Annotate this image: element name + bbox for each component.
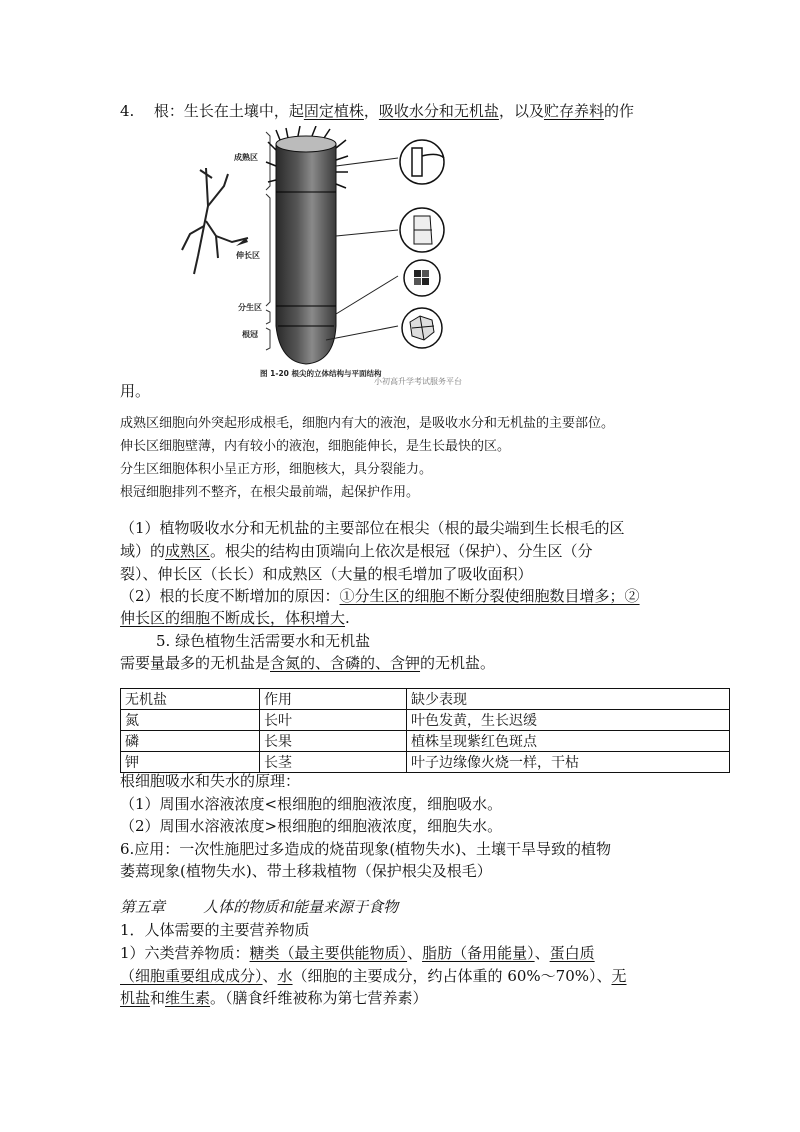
- chapter-title: 第五章 人体的物质和能量来源于食物: [120, 898, 399, 916]
- table-header: 无机盐: [121, 689, 260, 710]
- underlined-mineral: 无: [611, 967, 627, 985]
- root-tip-body: [276, 144, 336, 364]
- underlined-mineral: 机盐: [120, 989, 151, 1007]
- table-cell: 叶子边缘像火烧一样，干枯: [407, 752, 730, 773]
- application-line-1: 6.应用：一次性施肥过多造成的烧苗现象(植物失水)、土壤干旱导致的植物: [120, 840, 612, 858]
- para-text: 、: [534, 944, 550, 962]
- root-tip-figure: [176, 126, 466, 388]
- note-elongation: 伸长区细胞壁薄，内有较小的液泡，细胞能伸长，是生长最快的区。: [120, 439, 511, 454]
- para-text: 的无机盐。: [420, 654, 496, 672]
- mineral-table: [120, 688, 730, 773]
- underlined-water: 水: [277, 967, 293, 985]
- table-row: [121, 731, 730, 752]
- label-maturation-zone: 成熟区: [234, 153, 258, 162]
- para-2-line-2: [120, 607, 350, 628]
- table-cell: 钾: [121, 752, 260, 773]
- label-root-cap: 根冠: [242, 330, 258, 339]
- para-text: .: [345, 609, 350, 627]
- para-text: 和: [150, 989, 166, 1007]
- heading-continuation: 用。: [120, 382, 151, 400]
- heading-text: 根：生长在土壤中，起: [153, 102, 304, 120]
- table-cell: 植株呈现紫红色斑点: [407, 731, 730, 752]
- heading-sep: ，: [363, 102, 379, 120]
- heading-sep: ，以及: [498, 102, 544, 120]
- para-text: （2）根的长度不断增加的原因：: [120, 587, 340, 605]
- nutrients-line-3: [120, 987, 428, 1008]
- para-text: （细胞的主要成分，约占体重的 60%～70%）、: [292, 967, 612, 985]
- underlined-protein-role: （细胞重要组成成分）: [120, 967, 263, 985]
- table-header-row: [121, 689, 730, 710]
- para-1-line-2: [120, 540, 593, 561]
- para-text: 。根尖的结构由顶端向上依次是根冠（保护）、分生区（分: [210, 542, 593, 560]
- heading-underline-absorb: 吸收水分和无机盐: [378, 102, 499, 120]
- para-text: 域）的: [120, 542, 166, 560]
- para-text: 、: [407, 944, 423, 962]
- table-row: [121, 710, 730, 731]
- table-cell: 氮: [121, 710, 260, 731]
- application-line-2: 萎蔫现象(植物失水)、带土移栽植物（保护根尖及根毛）: [120, 862, 492, 880]
- underlined-fat: 脂肪（备用能量）: [422, 944, 535, 962]
- principle-lose: （2）周围水溶液浓度>根细胞的细胞液浓度，细胞失水。: [120, 817, 503, 835]
- para-2-line-1: [120, 585, 640, 606]
- table-cell: 长茎: [260, 752, 407, 773]
- para-1-line-3: 裂）、伸长区（长长）和成熟区（大量的根毛增加了吸收面积）: [120, 565, 533, 583]
- para-text: 、: [262, 967, 278, 985]
- figure-caption: 图 1-20 根尖的立体结构与平面结构: [260, 369, 382, 378]
- label-elongation-zone: 伸长区: [236, 251, 260, 260]
- table-header: 缺少表现: [407, 689, 730, 710]
- para-1-line-1: （1）植物吸收水分和无机盐的主要部位在根尖（根的最尖端到生长根毛的区: [120, 519, 625, 537]
- note-root-cap: 根冠细胞排列不整齐，在根尖最前端，起保护作用。: [120, 485, 420, 500]
- section-5-line: [120, 652, 495, 673]
- figure-watermark: 小初高升学考试服务平台: [374, 377, 462, 386]
- chapter-subheading: 1．人体需要的主要营养物质: [120, 921, 310, 939]
- table-cell: 磷: [121, 731, 260, 752]
- table-cell: 叶色发黄，生长迟缓: [407, 710, 730, 731]
- underlined-maturation-zone: 成熟区: [165, 542, 211, 560]
- underlined-sugar: 糖类（最主要供能物质）: [249, 944, 408, 962]
- principle-absorb: （1）周围水溶液浓度<根细胞的细胞液浓度，细胞吸水。: [120, 795, 503, 813]
- note-maturation: 成熟区细胞向外突起形成根毛，细胞内有大的液泡，是吸收水分和无机盐的主要部位。: [120, 416, 615, 431]
- para-text: 1）六类营养物质：: [120, 944, 250, 962]
- section-4-heading: [120, 100, 634, 121]
- table-cell: 长叶: [260, 710, 407, 731]
- label-meristem-zone: 分生区: [238, 303, 262, 312]
- note-meristem: 分生区细胞体积小呈正方形，细胞核大，具分裂能力。: [120, 462, 433, 477]
- nutrients-line-2: [120, 965, 627, 986]
- table-header: 作用: [260, 689, 407, 710]
- para-text: 需要量最多的无机盐是: [120, 654, 271, 672]
- table-cell: 长果: [260, 731, 407, 752]
- principle-title: 根细胞吸水和失水的原理：: [120, 772, 301, 790]
- nutrients-line-1: [120, 942, 595, 963]
- heading-text-end: 的作: [603, 102, 634, 120]
- underlined-vitamin: 维生素: [165, 989, 211, 1007]
- section-5-heading: 5. 绿色植物生活需要水和无机盐: [156, 632, 371, 650]
- heading-underline-fix-plant: 固定植株: [303, 102, 364, 120]
- para-text: 。（膳食纤维被称为第七营养素）: [210, 989, 428, 1007]
- heading-number: 4.: [120, 102, 135, 120]
- underlined-protein: 蛋白质: [549, 944, 595, 962]
- underlined-reason: 伸长区的细胞不断成长，体积增大: [120, 609, 346, 627]
- heading-underline-store: 贮存养料: [543, 102, 604, 120]
- underlined-reason: ①分生区的细胞不断分裂使细胞数目增多；②: [339, 587, 640, 605]
- underlined-minerals: 含氮的、含磷的、含钾: [270, 654, 421, 672]
